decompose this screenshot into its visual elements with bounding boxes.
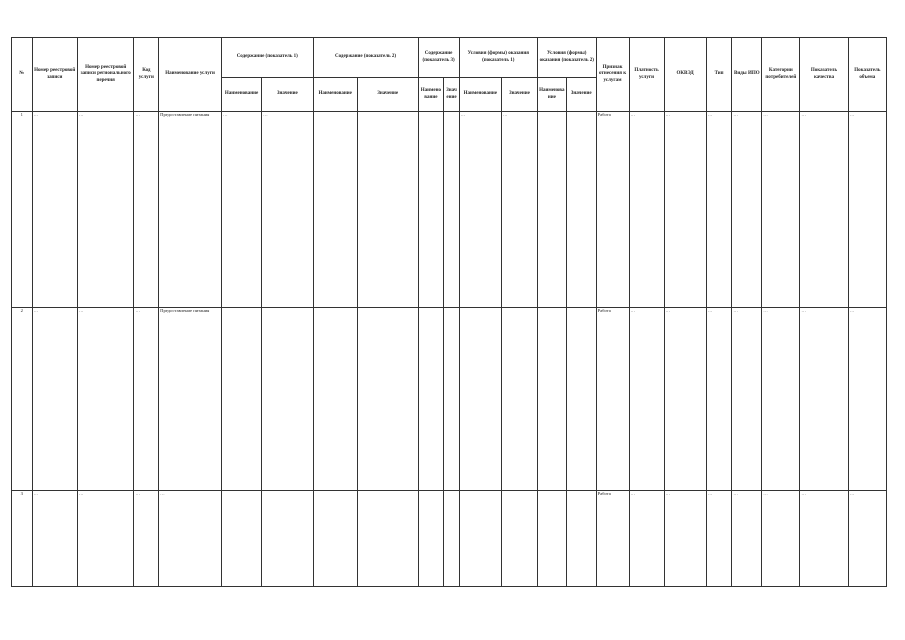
table-cell-perechen: … [77, 491, 134, 587]
header-platnost: Платность услуги [629, 38, 664, 112]
header-s1-name: Наименование [221, 78, 261, 112]
table-cell-kach: … [800, 308, 848, 491]
header-u1-name: Наименование [459, 78, 501, 112]
header-s3-name: Наименование [418, 78, 444, 112]
table-cell-u1v [501, 491, 537, 587]
table-cell-perechen: … [77, 308, 134, 491]
table-cell-u1n [459, 308, 501, 491]
header-kod-uslugi: Код услуги [134, 38, 159, 112]
header-priznak: Признак отнесения к услугам [596, 38, 629, 112]
table-cell-s1n [221, 491, 261, 587]
table-cell-platnost: … [629, 112, 664, 308]
header-no: № [12, 38, 33, 112]
table-cell-reg: … [32, 112, 77, 308]
table-cell-u2n [537, 112, 566, 308]
table-cell-okved: … [664, 491, 706, 587]
table-cell-u2n [537, 491, 566, 587]
table-cell-obem: … [848, 491, 886, 587]
table-cell-u2v [566, 491, 596, 587]
table-cell-tip: … [706, 112, 732, 308]
header-soderzh-3: Содержание (показатель 3) [418, 38, 459, 78]
header-reg-no: Номер реестровой записи [32, 38, 77, 112]
table-cell-s2v [357, 112, 418, 308]
table-cell-kach: … [800, 491, 848, 587]
table-cell-s2v [357, 308, 418, 491]
table-cell-priznak: Работа [596, 308, 629, 491]
table-cell-naim: … [159, 491, 222, 587]
table-cell-vidy: … [732, 491, 762, 587]
table-cell-okved: … [664, 112, 706, 308]
table-cell-s3v [444, 308, 459, 491]
header-s3-value: Значение [444, 78, 459, 112]
table-cell-u1v [501, 308, 537, 491]
header-u2-value: Значение [566, 78, 596, 112]
table-cell-u1n: … [459, 112, 501, 308]
table-cell-obem: … [848, 308, 886, 491]
table-cell-s1v [262, 308, 313, 491]
registry-table [11, 37, 887, 587]
table-cell-s3n [418, 491, 444, 587]
table-cell-u1n [459, 491, 501, 587]
table-cell-u2v [566, 308, 596, 491]
header-vidy-ipo: Виды ИПО [732, 38, 762, 112]
table-cell-s2v [357, 491, 418, 587]
table-cell-kat: … [762, 308, 800, 491]
table-cell-s3n [418, 308, 444, 491]
table-cell-naim: Предоставление питания [159, 112, 222, 308]
table-cell-no: 2 [12, 308, 33, 491]
table-cell-s1v [262, 491, 313, 587]
table-cell-tip: … [706, 308, 732, 491]
header-kat-potr: Категории потребителей [762, 38, 800, 112]
table-cell-u1v: … [501, 112, 537, 308]
header-s2-value: Значение [357, 78, 418, 112]
table-cell-kod: … [134, 491, 159, 587]
table-cell-perechen: … [77, 112, 134, 308]
table-cell-s3v [444, 112, 459, 308]
header-okved: ОКВЭД [664, 38, 706, 112]
table-row [12, 308, 887, 491]
table-cell-no: 3 [12, 491, 33, 587]
header-usloviya-1: Условия (формы) оказания (показатель 1) [459, 38, 537, 78]
header-s1-value: Значение [262, 78, 313, 112]
table-body [12, 112, 887, 587]
table-cell-kod: … [134, 308, 159, 491]
table-cell-vidy: … [732, 112, 762, 308]
table-cell-tip: … [706, 491, 732, 587]
table-cell-vidy: … [732, 308, 762, 491]
table-cell-obem: … [848, 112, 886, 308]
table-cell-s1n: … [221, 112, 261, 308]
table-cell-priznak: Работа [596, 112, 629, 308]
header-soderzh-2: Содержание (показатель 2) [313, 38, 418, 78]
header-row-top [12, 38, 887, 78]
header-pok-kach: Показатель качества [800, 38, 848, 112]
registry-table-sheet [11, 37, 887, 586]
header-tip: Тип [706, 38, 732, 112]
table-cell-okved: … [664, 308, 706, 491]
table-cell-s2n [313, 491, 357, 587]
table-cell-u2n [537, 308, 566, 491]
header-naim-uslugi: Наименование услуги [159, 38, 222, 112]
table-row [12, 112, 887, 308]
header-u1-value: Значение [501, 78, 537, 112]
header-u2-name: Наименование [537, 78, 566, 112]
header-usloviya-2: Условия (формы) оказания (показатель 2) [537, 38, 596, 78]
table-cell-reg: … [32, 308, 77, 491]
table-cell-s1n [221, 308, 261, 491]
table-cell-no: 1 [12, 112, 33, 308]
table-cell-s2n [313, 112, 357, 308]
table-cell-s1v: … [262, 112, 313, 308]
table-cell-kod: … [134, 112, 159, 308]
table-cell-s3v [444, 491, 459, 587]
table-cell-kach: … [800, 112, 848, 308]
table-cell-platnost: … [629, 491, 664, 587]
table-cell-kat: … [762, 112, 800, 308]
table-cell-s2n [313, 308, 357, 491]
table-cell-reg: … [32, 491, 77, 587]
table-cell-u2v [566, 112, 596, 308]
header-s2-name: Наименование [313, 78, 357, 112]
table-cell-priznak: Работа [596, 491, 629, 587]
table-cell-s3n [418, 112, 444, 308]
header-perechen-no: Номер реестровой записи регионального перечня [77, 38, 134, 112]
table-row [12, 491, 887, 587]
table-cell-naim: Предоставление питания [159, 308, 222, 491]
table-cell-kat: … [762, 491, 800, 587]
table-cell-platnost: … [629, 308, 664, 491]
header-pok-obem: Показатель объема [848, 38, 886, 112]
header-soderzh-1: Содержание (показатель 1) [221, 38, 313, 78]
